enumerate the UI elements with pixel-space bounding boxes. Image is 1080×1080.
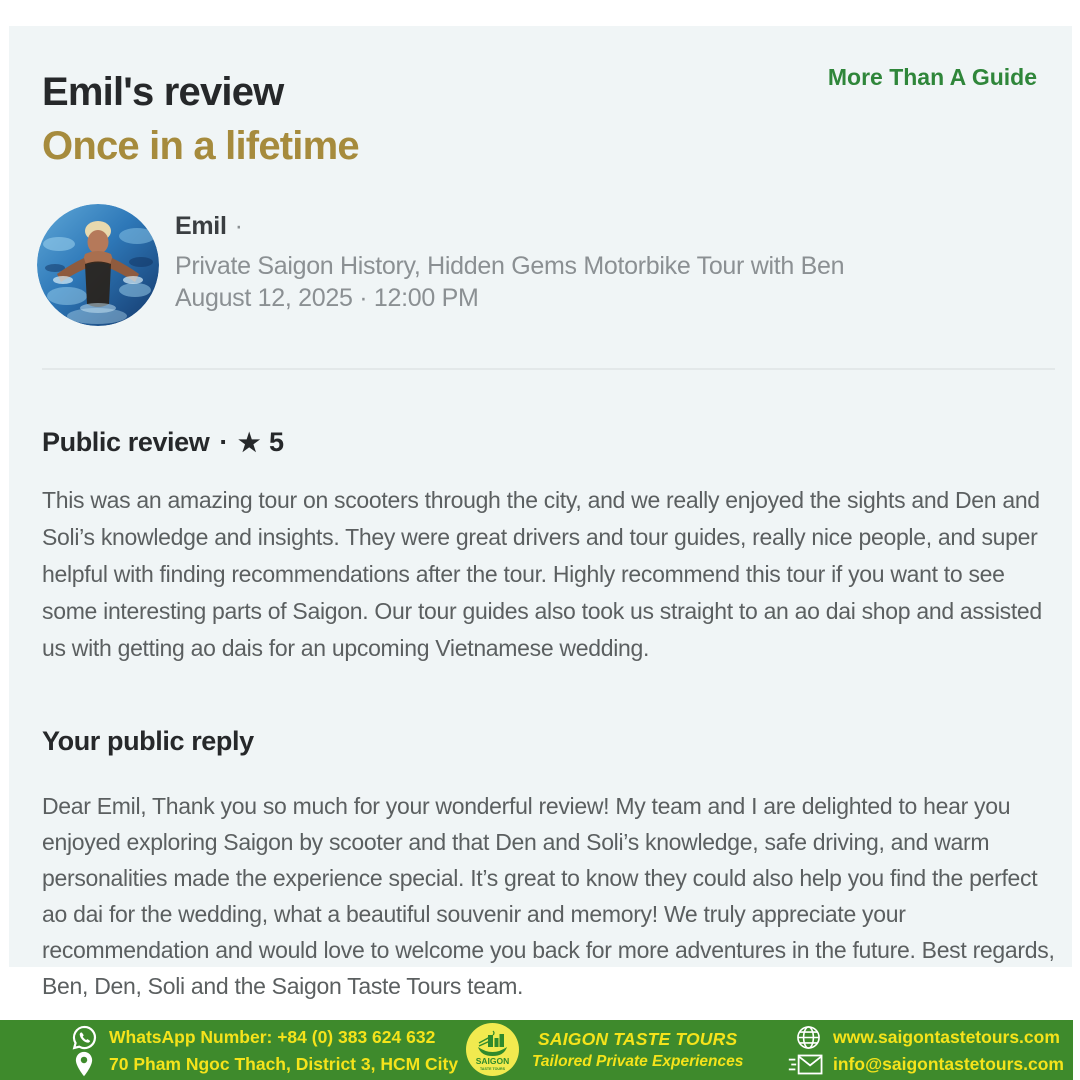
address-text: 70 Pham Ngoc Thach, District 3, HCM City <box>109 1053 459 1074</box>
website-text: www.saigontastetours.com <box>833 1026 1060 1047</box>
whatsapp-icon <box>68 1024 100 1051</box>
reviewer-name-label: Emil <box>175 212 227 240</box>
footer-bar <box>0 1020 1073 1080</box>
website-link[interactable] <box>792 1024 1060 1050</box>
whatsapp-contact[interactable] <box>68 1024 435 1050</box>
logo-text: SAIGON <box>475 1056 510 1066</box>
reviewer-name <box>175 212 243 241</box>
star-icon: ★ <box>237 429 260 457</box>
public-review-label: Public review <box>42 427 210 457</box>
swimmer-photo-icon <box>37 204 159 326</box>
review-title-quote: Once in a lifetime <box>42 124 359 168</box>
public-review-text: This was an amazing tour on scooters through the city, and we really enjoyed the sights and Den and Soli’s knowledge and insights. They were great drivers and tour guides, really nice people, and super helpful with finding recommendations after the tour. Highly recommend this tour if you want to see some interesting parts of Saigon. Our tour guides also took us straight to an ao dai shop and assisted us with getting ao dais for an upcoming Vietnamese wedding. <box>42 487 1042 661</box>
globe-icon <box>792 1024 824 1051</box>
rating-value: 5 <box>268 427 284 457</box>
brand-text-block <box>532 1029 743 1071</box>
brand-name: SAIGON TASTE TOURS <box>538 1028 738 1049</box>
section-divider <box>42 368 1055 370</box>
address-row <box>68 1051 458 1077</box>
heading-separator: · <box>219 427 228 457</box>
review-panel <box>9 26 1072 999</box>
saigon-taste-tours-logo <box>466 1023 519 1076</box>
whatsapp-number: WhatsApp Number: +84 (0) 383 624 632 <box>109 1026 436 1047</box>
page-title: Emil's review <box>42 70 284 114</box>
location-pin-icon <box>68 1051 100 1077</box>
name-separator: · <box>234 212 243 240</box>
public-reply-heading: Your public reply <box>42 726 254 756</box>
email-text: info@saigontastetours.com <box>833 1053 1064 1074</box>
reviewer-avatar[interactable] <box>37 204 159 326</box>
public-reply-text: Dear Emil, Thank you so much for your wonderful review! My team and I are delighted to hear you enjoyed exploring Saigon by scooter and that Den and Soli’s knowledge, safe driving, and warm personalities made the experience special. It’s great to know they could also help you find the perfect ao dai for the wedding, what a beautiful souvenir and memory! We truly appreciate your recommendation and would love to welcome you back for more adventures in the future. Best regards, Ben, Den, Soli and the Saigon Taste Tours team. <box>42 793 1055 999</box>
footer-brand <box>466 1023 743 1076</box>
brand-tagline: Tailored Private Experiences <box>532 1052 744 1070</box>
tour-name: Private Saigon History, Hidden Gems Motorbike Tour with Ben <box>175 252 845 280</box>
email-icon <box>788 1053 824 1076</box>
public-review-heading <box>42 427 284 458</box>
logo-subtext: TASTE TOURS <box>479 1067 506 1071</box>
email-link[interactable] <box>788 1051 1064 1077</box>
brand-slogan: More Than A Guide <box>827 64 1037 90</box>
review-datetime: August 12, 2025 · 12:00 PM <box>175 284 479 312</box>
